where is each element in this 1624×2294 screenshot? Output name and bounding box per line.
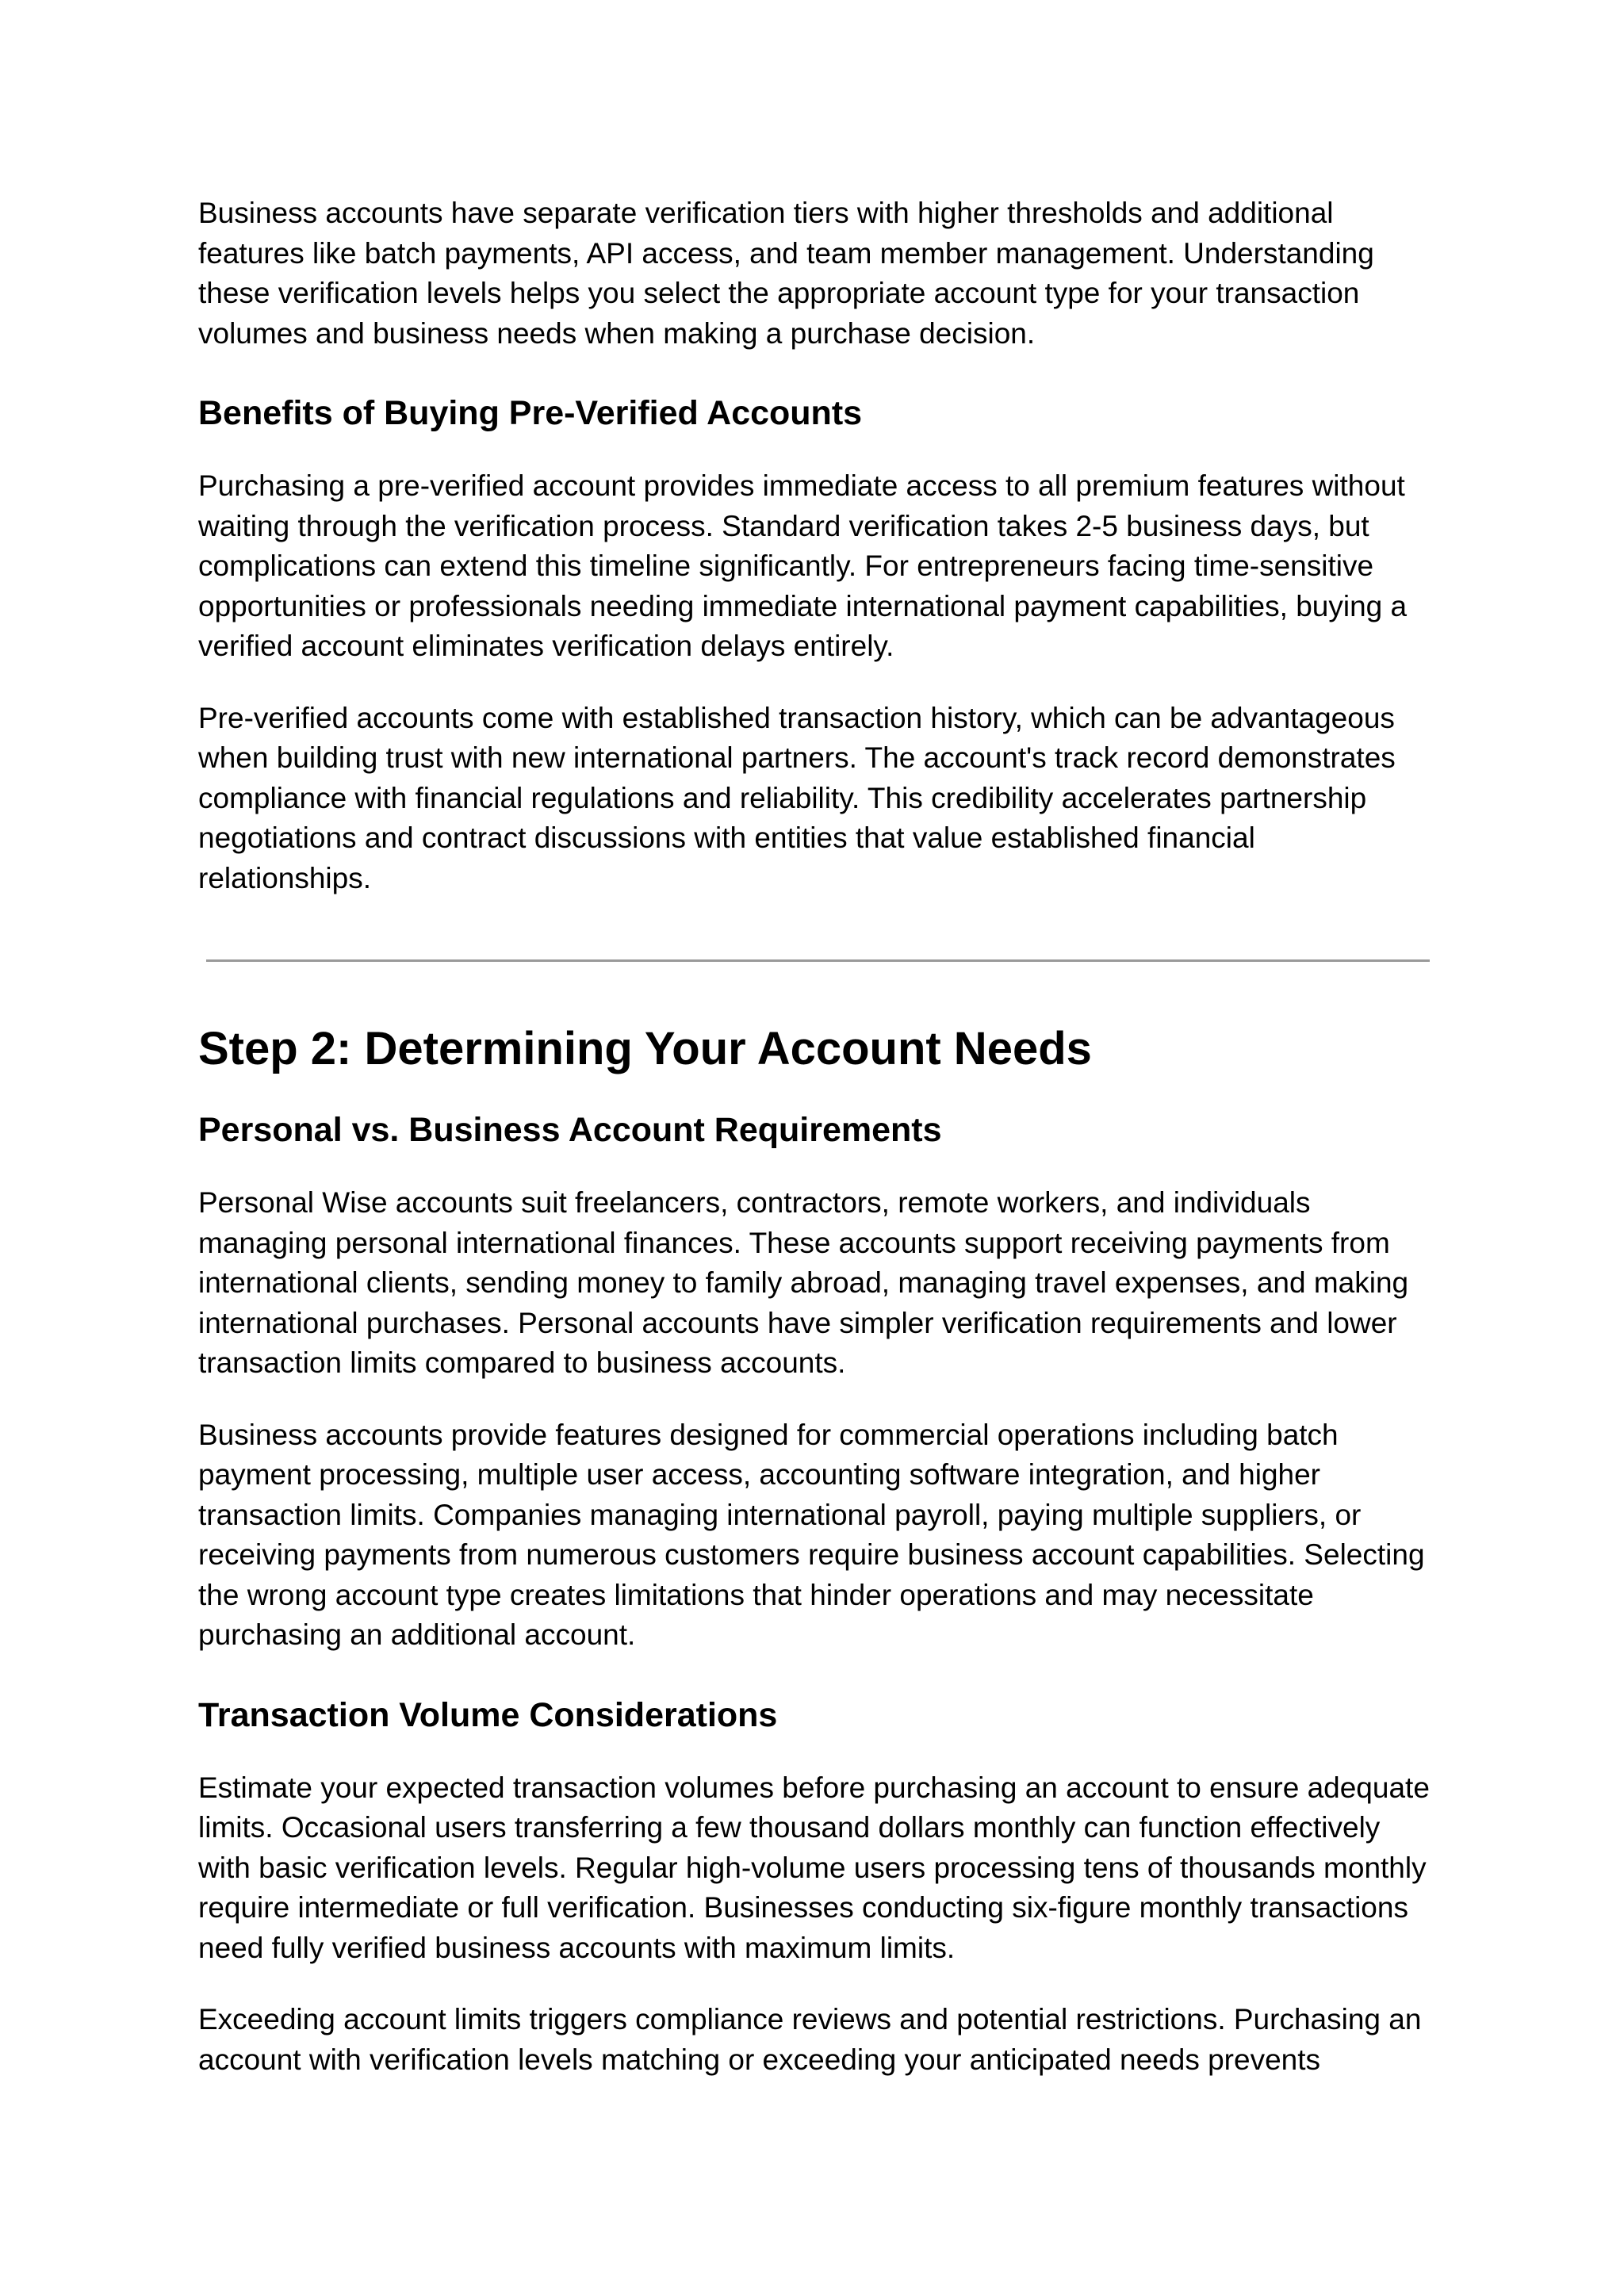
intro-paragraph: Business accounts have separate verification tiers with higher thresholds and additional features like batch payments, API access, and team member management. Understanding these verification levels helps you select the appropriate account type for your transaction volumes and business needs when making a purchase decision. bbox=[198, 197, 1374, 350]
step2-heading: Step 2: Determining Your Account Needs bbox=[198, 1023, 1092, 1074]
document-page bbox=[198, 193, 1435, 2080]
benefits-heading: Benefits of Buying Pre-Verified Accounts bbox=[198, 394, 863, 432]
volume-paragraph-1: Estimate your expected transaction volumes before purchasing an account to ensure adequate limits. Occasional users transferring a few thousand dollars monthly can function effectively with basic verification levels. Regular high-volume users processing tens of thousands monthly require intermediate or full verification. Businesses conducting six-figure monthly transactions need fully verified business accounts with maximum limits. bbox=[198, 1771, 1430, 1964]
personal-account-paragraph: Personal Wise accounts suit freelancers, contractors, remote workers, and individuals managing personal international finances. These accounts support receiving payments from international clients, sending money to family abroad, managing travel expenses, and making international purchases. Personal accounts have simpler verification requirements and lower transaction limits compared to business accounts. bbox=[198, 1186, 1409, 1379]
transaction-volume-heading: Transaction Volume Considerations bbox=[198, 1695, 778, 1734]
business-account-paragraph: Business accounts provide features designed for commercial operations including batch payment processing, multiple user access, accounting software integration, and higher transaction limits. Companies managing international payroll, paying multiple suppliers, or receiving payments from numerous customers require business account capabilities. Selecting the wrong account type creates limitations that hinder operations and may necessitate purchasing an additional account. bbox=[198, 1418, 1425, 1651]
benefits-paragraph-2: Pre-verified accounts come with established transaction history, which can be advantageous when building trust with new international partners. The account's track record demonstrates compliance with financial regulations and reliability. This credibility accelerates partnership negotiations and contract discussions with entities that value established financial relationships. bbox=[198, 701, 1396, 894]
personal-vs-business-heading: Personal vs. Business Account Requirements bbox=[198, 1111, 942, 1149]
volume-paragraph-2: Exceeding account limits triggers compliance reviews and potential restrictions. Purchasing an account with verification levels matching or exceeding your anticipated needs prevents bbox=[198, 2003, 1422, 2076]
benefits-paragraph-1: Purchasing a pre-verified account provides immediate access to all premium features without waiting through the verification process. Standard verification takes 2-5 business days, but complications can extend this timeline significantly. For entrepreneurs facing time-sensitive opportunities or professionals needing immediate international payment capabilities, buying a verified account eliminates verification delays entirely. bbox=[198, 469, 1408, 662]
